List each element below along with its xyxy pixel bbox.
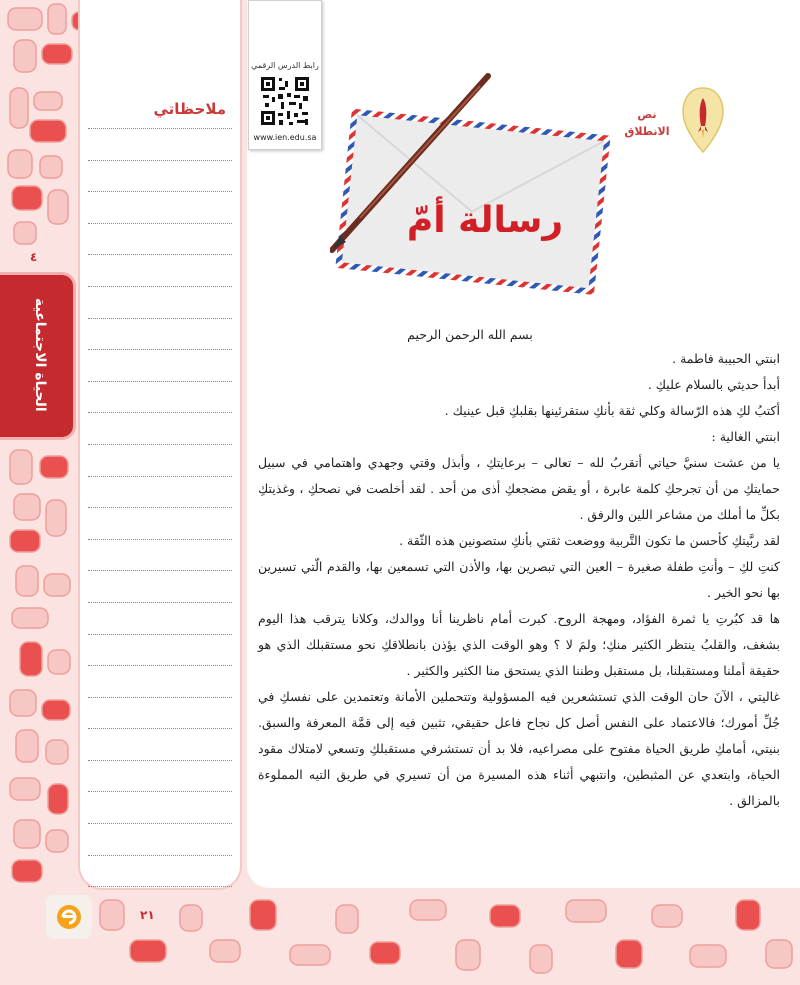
lesson-title: رسالة أمّ [406, 200, 564, 241]
rocket-badge-icon [681, 86, 725, 156]
letter-paragraph: كنتِ لكِ – وأنتِ طفلة صغيرة – العين التي تبصرين بها، والأذن التي تسمعين بها، والقدم الّتي تسيرين بها نحو الخير . [258, 559, 780, 600]
letter-paragraph: ها قد كبُرتِ يا ثمرة الفؤاد، ومهجة الروح. كبرت أمام ناظرينا أنا ووالدك، وكلانا يترقب هذا اليوم بشغف، والقلبُ ينتظر الكثير منكِ؛ ولمَ لا ؟ وهو الوقت الذي يؤذن بانطلاقكِ نحو مستقبلك الذي هو حقيقة أملنا ومستقبلنا، بل مستقبل وطننا الذي يستحق منا الكثير والكثير . [258, 611, 780, 678]
publisher-logo [46, 895, 92, 939]
letter-paragraph: ابنتي الحبيبة فاطمة . [672, 351, 780, 366]
letter-paragraph: لقد ربَّيتكِ كأحسن ما تكون التَّربية ووضعت ثقتي بأنكِ ستصونين هذه الثّقة . [399, 533, 780, 548]
page-number: ٢١ [140, 908, 155, 922]
lesson-type-label: نص الانطلاق [624, 108, 670, 138]
envelope-with-pen-illustration [330, 72, 622, 302]
qr-code-card[interactable] [248, 0, 322, 150]
notes-column [80, 0, 240, 888]
letter-paragraph: يا من عشت سنيَّ حياتي أتقربُ لله – تعالى – برعايتكِ ، وأبذل وقتي وجهدي واهتمامي في سبيل حمايتكِ من أن تجرحكِ كلمة عابرة ، أو يقض مضجعكِ أذى من أحد . لقد أخلصت في نصحكِ ، وغذيتكِ بكلِّ ما أملك من مشاعر اللين والرفق . [258, 455, 780, 522]
publisher-logo-icon [46, 895, 92, 939]
letter-paragraph: ابنتي الغالية : [711, 429, 780, 444]
letter-body [258, 346, 780, 814]
notes-title: ملاحظاتي [153, 100, 226, 118]
unit-name: الحياة الاجتماعية [32, 298, 48, 412]
qr-label: رابط الدرس الرقمي [251, 61, 319, 70]
letter-paragraph: أبدأ حديثي بالسلام عليكِ . [647, 377, 780, 392]
qr-url[interactable]: www.ien.edu.sa [253, 133, 317, 142]
qr-code-icon[interactable] [259, 75, 311, 127]
notes-lines[interactable] [88, 128, 232, 918]
unit-number: ٤ [30, 250, 38, 264]
unit-side-tab [0, 272, 76, 440]
letter-paragraph: غاليتي ، الآنَ حان الوقت الذي تستشعرين فيه المسؤولية وتتحملين الأمانة وتعتمدين على نفسكِ في جُلِّ أمورك؛ فالاعتماد على النفس أصل كل نجاح فاعل حقيقي، تثبين فيه إلى قمَّة المعرفة والسبق. بنيتي، أمامكِ طريق الحياة مفتوح على مصراعيه، فلا بد أن تستشرفي مستقبلكِ وتسعي لامتلاك مقود الحياة، وابتعدي عن المثبطين، وانتبهي أثناء هذه المسيرة من أن تسيري في طريق التيه المملوءة بالمزالق . [258, 689, 780, 808]
letter-paragraph: أكتبُ لكِ هذه الرّسالة وكلي ثقة بأنكِ ستقرئينها بقلبكِ قبل عينيك . [444, 403, 780, 418]
basmala: بسم الله الرحمن الرحيم [407, 327, 533, 342]
